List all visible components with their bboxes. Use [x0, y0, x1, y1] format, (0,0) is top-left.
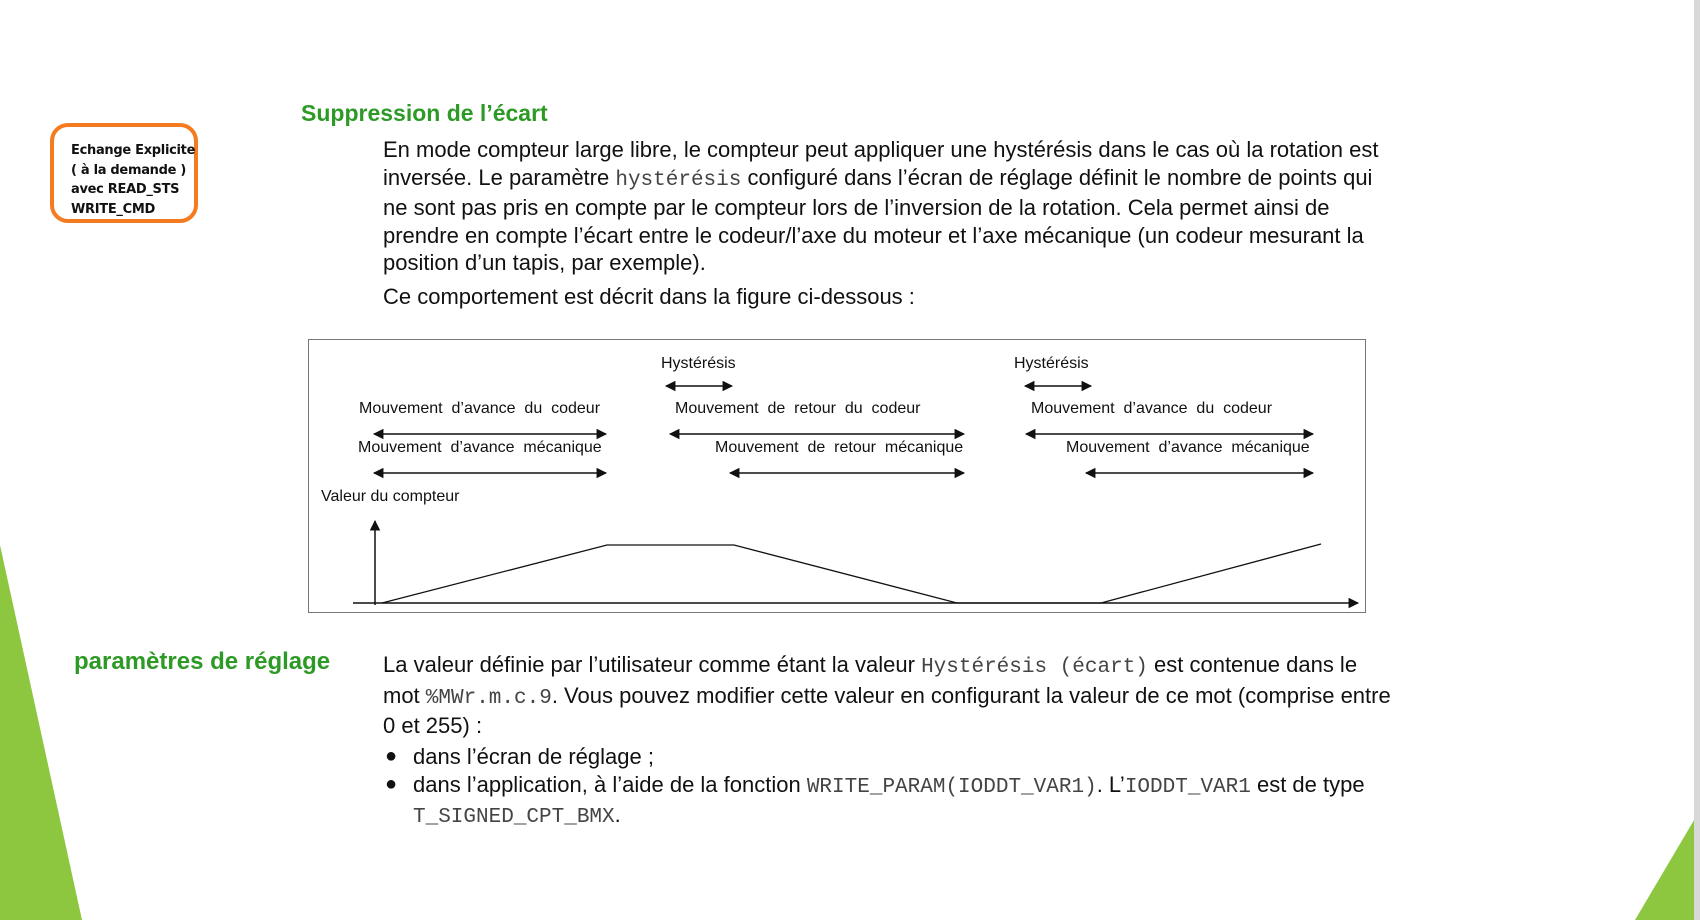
text: dans l’application, à l’aide de la fonction: [413, 771, 807, 797]
section-title: Suppression de l’écart: [301, 100, 548, 126]
exchange-badge: [50, 123, 198, 223]
badge-line: WRITE_CMD: [71, 201, 156, 217]
right-green-wedge: [1635, 810, 1700, 920]
right-edge-shadow: [1694, 0, 1700, 920]
encoder-forward-label: Mouvement d’avance du codeur: [359, 400, 601, 417]
code-text: IODDT_VAR1: [1124, 775, 1251, 799]
bullet-icon: ●: [385, 772, 398, 795]
code-text: Hystérésis (écart): [921, 656, 1148, 679]
counter-value-curve: [382, 544, 1321, 603]
left-green-wedge: [0, 545, 82, 920]
section-title: paramètres de réglage: [74, 648, 331, 675]
text: . Vous pouvez modifier cette valeur en configurant la valeur de ce mot (comprise entre 0 et 255) :: [383, 682, 1391, 738]
text: dans l’écran de réglage ;: [413, 744, 654, 769]
text: En mode compteur large libre, le compteur peut appliquer une hystérésis dans le cas où la rotation est inversée. Le paramètre: [383, 137, 1379, 190]
text: .: [614, 802, 621, 827]
y-axis-label: Valeur du compteur: [321, 488, 460, 505]
badge-line: Echange Explicite: [71, 143, 196, 158]
hysteresis-figure: [308, 339, 1366, 613]
bullet-icon: ●: [385, 745, 398, 767]
code-text: %MWr.m.c.9: [425, 686, 552, 710]
text: est contenue dans le mot: [383, 652, 1358, 708]
settings-paragraph: [383, 651, 1393, 740]
text: configuré dans l’écran de réglage définit le nombre de points qui ne sont pas pris en compte par le compteur lors de l’inversion de la rotation. Cela permet ainsi de prendre en compte l’écart entre le codeur/l’axe du moteur et l’axe mécanique (un codeur mesurant la position d’un tapis, par exemple).: [383, 164, 1373, 275]
hysteresis-label-2-group: [1014, 355, 1091, 386]
code-text: hystérésis: [615, 168, 742, 192]
settings-bullet-list: [383, 743, 1393, 832]
hysteresis-paragraph: [383, 136, 1383, 277]
text: . L’: [1096, 771, 1125, 797]
mechanical-forward-label: Mouvement d’avance mécanique: [358, 439, 602, 456]
hysteresis-label-1-group: [661, 355, 736, 386]
encoder-return-label: Mouvement de retour du codeur: [675, 400, 921, 417]
hysteresis-label: Hystérésis: [1014, 355, 1089, 372]
badge-line: avec READ_STS: [71, 182, 180, 197]
code-text: WRITE_PARAM(IODDT_VAR1): [806, 775, 1097, 799]
mechanical-forward-label: Mouvement d’avance mécanique: [1066, 439, 1310, 456]
encoder-forward-label: Mouvement d’avance du codeur: [1031, 400, 1273, 417]
text: est de type: [1250, 771, 1365, 797]
figure-intro: Ce comportement est décrit dans la figure ci-dessous :: [383, 284, 915, 309]
mechanical-return-label: Mouvement de retour mécanique: [715, 439, 964, 456]
badge-line: ( à la demande ): [71, 162, 187, 178]
list-item: [383, 743, 1393, 771]
hysteresis-label: Hystérésis: [661, 355, 736, 372]
list-item: [383, 771, 1393, 832]
code-text: T_SIGNED_CPT_BMX: [413, 806, 615, 829]
text: La valeur définie par l’utilisateur comme étant la valeur: [383, 652, 922, 677]
